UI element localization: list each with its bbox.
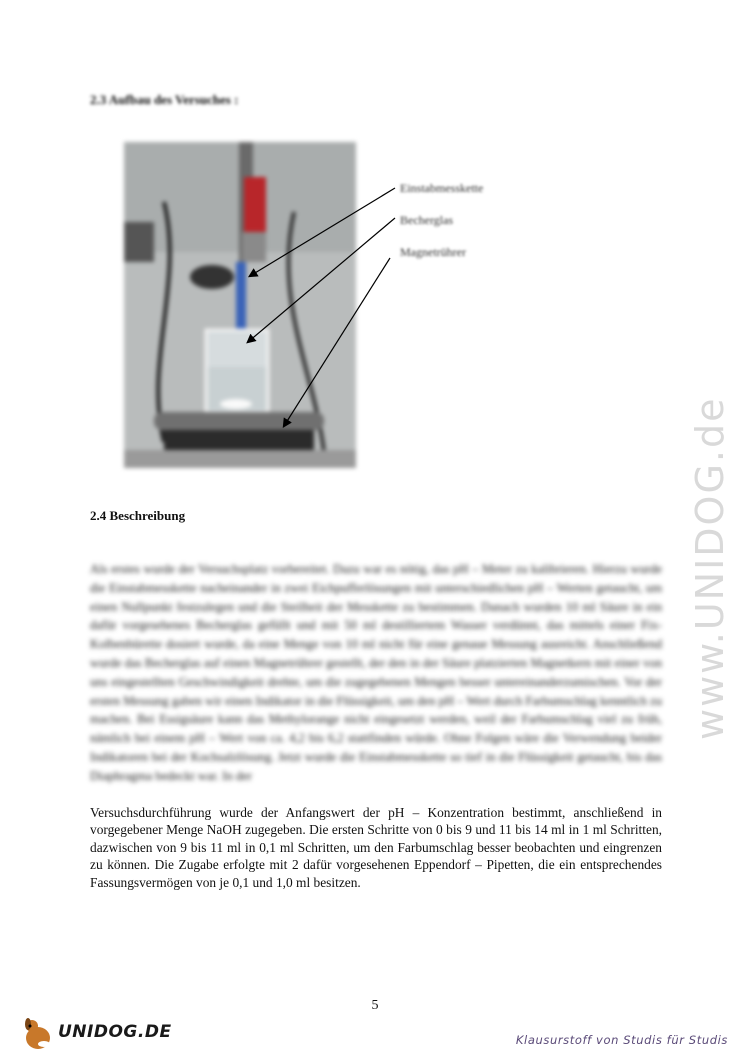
label-magnetruehrer: Magnetrührer <box>400 245 466 259</box>
visible-paragraph: Versuchsdurchführung wurde der Anfangswert der pH – Konzentration bestimmt, anschließend in vorgegebener Menge NaOH zugegeben. Die ersten Schritte von 0 bis 9 und 11 bis 14 ml in 1 ml Schritten, dazwischen von 9 bis 11 ml in 0,1 ml Schritten, um den Farbumschlag besser beobachten und eingrenzen zu können. Die Zugabe erfolgte mit 2 dafür vorgesehenen Eppendorf – Pipetten, die ein entsprechendes Fassungsvermögen von je 0,1 und 1,0 ml besitzen. <box>90 805 662 890</box>
page-number: 5 <box>371 998 379 1013</box>
footer-tagline: Klausurstoff von Studis für Studis <box>515 1033 728 1047</box>
figure-labels <box>400 178 483 274</box>
label-einstabmesskette: Einstabmesskette <box>400 181 484 195</box>
label-becherglas: Becherglas <box>400 213 454 227</box>
logo-text[interactable]: UNIDOG.DE <box>58 1022 172 1042</box>
blurred-paragraph: Als erstes wurde der Versuchsplatz vorbereitet. Dazu war es nötig, das pH – Meter zu kalibrieren. Hierzu wurde die Einstabmesskette nacheinander in zwei Eichpufferlösungen mit unterschiedlichen pH – Werten getaucht, um einen Nullpunkt festzulegen und die Steilheit der Messkette zu bestimmen. Danach wurden 10 ml Säure in ein dafür vorgesehenes Becherglas gefüllt und mit 50 ml destilliertem Wasser verdünnt, das mittels einer Fix-Kolbenbürette dosiert wurde, da eine Menge von 10 ml nicht für eine genaue Messung ausreicht. Anschließend wurde das Becherglas auf einen Magnetrührer gestellt, der den in der Säure platzierten Magnetkern mit einer von uns eingestellten Geschwindigkeit drehte, um die zugegebenen Mengen besser untereinanderzumischen. Vor der ersten Messung gaben wir einen Indikator in die Flüssigkeit, um den pH – Wert durch Farbumschlag kenntlich zu machen. Bei Essigsäure kann das Methylorange nicht eingesetzt werden, weil der Farbumschlag viel zu früh, nämlich bei einem pH – Wert von ca. 4,2 bis 6,2 stattfinden würde. Ohne Folgen wäre die Verwendung beider Indikatoren bei der Kochsalzlösung. Jetzt wurde die Einstabmesskette so tief in die Flüssigkeit getaucht, bis das Diaphragma bedeckt war. In der <box>90 562 662 783</box>
watermark-vertical: www.UNIDOG.de <box>688 396 732 740</box>
section-heading-setup: 2.3 Aufbau des Versuches : <box>90 92 239 107</box>
section-heading-description: 2.4 Beschreibung <box>90 508 186 523</box>
apparatus-photo <box>124 142 356 468</box>
